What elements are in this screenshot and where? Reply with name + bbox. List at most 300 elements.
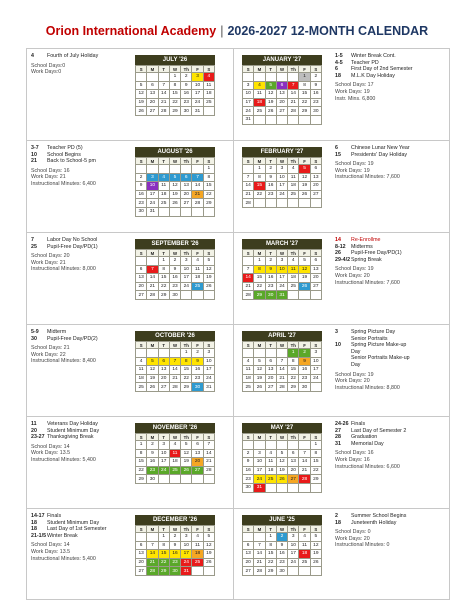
day-cell: 6 — [181, 173, 192, 182]
day-cell: 23 — [192, 374, 203, 383]
event-title: Last Day of Semester 2 — [351, 427, 407, 434]
stat-line: Work Days: 19 — [335, 167, 370, 174]
day-cell: 5 — [310, 533, 321, 542]
event-date: 30 — [31, 335, 37, 342]
day-cell: 6 — [276, 81, 287, 90]
day-cell: 2 — [136, 173, 147, 182]
event-date: 11 — [31, 421, 37, 427]
day-cell: 26 — [299, 282, 310, 291]
day-cell: 5 — [254, 357, 265, 366]
day-cell: 21 — [203, 458, 214, 467]
weekday-header: F — [299, 434, 310, 441]
weekday-header: S — [136, 434, 147, 441]
day-cell — [158, 349, 169, 358]
day-cell: 29 — [299, 107, 310, 116]
day-cell: 29 — [310, 475, 321, 484]
day-cell — [276, 73, 287, 82]
stat-line: Instructional Minutes: 0 — [335, 542, 390, 549]
event-title: Winter Break — [47, 532, 78, 539]
day-cell: 23 — [169, 558, 180, 567]
day-cell: 2 — [147, 441, 158, 450]
event-item — [31, 152, 131, 159]
event-date: 14-17 — [31, 513, 45, 519]
event-date: 18 — [335, 519, 341, 526]
day-cell: 10 — [310, 357, 321, 366]
day-cell: 31 — [192, 107, 203, 116]
event-item — [335, 250, 449, 257]
day-cell — [310, 291, 321, 300]
month-calendar — [135, 147, 215, 217]
weekday-header: F — [299, 342, 310, 349]
day-cell — [243, 441, 254, 450]
day-cell: 19 — [299, 274, 310, 283]
day-cell: 8 — [136, 449, 147, 458]
weekday-header: F — [192, 434, 203, 441]
day-cell: 26 — [254, 383, 265, 392]
event-date: 4 — [31, 53, 34, 59]
day-cell: 26 — [136, 107, 147, 116]
event-item — [31, 244, 131, 251]
day-cell: 19 — [276, 466, 287, 475]
day-cell: 13 — [288, 458, 299, 467]
day-cell: 17 — [192, 90, 203, 99]
stat-line: Work Days: 21 — [31, 259, 66, 266]
day-cell: 6 — [147, 81, 158, 90]
calendar-grid — [26, 48, 450, 600]
day-cell — [310, 383, 321, 392]
day-cell: 16 — [147, 458, 158, 467]
day-cell — [243, 257, 254, 266]
day-cell: 24 — [181, 282, 192, 291]
day-cell: 6 — [310, 165, 321, 174]
day-cell: 27 — [310, 190, 321, 199]
event-date: 7 — [31, 237, 34, 243]
stat-line: Instructional Minutes: 7,600 — [335, 279, 400, 286]
day-cell — [136, 257, 147, 266]
day-cell — [288, 115, 299, 124]
day-cell: 18 — [136, 374, 147, 383]
day-cell: 24 — [276, 282, 287, 291]
day-cell: 21 — [243, 282, 254, 291]
day-cell: 11 — [192, 541, 203, 550]
day-cell — [288, 441, 299, 450]
day-cell — [254, 115, 265, 124]
month-header: JANUARY '27 — [242, 55, 322, 65]
day-cell: 23 — [265, 282, 276, 291]
day-cell — [181, 291, 192, 300]
day-cell: 8 — [203, 173, 214, 182]
day-cell: 6 — [158, 357, 169, 366]
stat-line: Instructional Minutes: 5,400 — [31, 456, 96, 463]
weekday-header: M — [254, 434, 265, 441]
day-cell: 30 — [265, 291, 276, 300]
stat-line: School Days: 16 — [31, 167, 70, 174]
day-cell: 22 — [158, 282, 169, 291]
day-cell: 1 — [254, 165, 265, 174]
day-cell: 15 — [158, 274, 169, 283]
day-cell: 11 — [158, 182, 169, 191]
day-cell: 8 — [181, 357, 192, 366]
day-cell: 12 — [203, 265, 214, 274]
month-table — [242, 341, 322, 392]
day-cell: 24 — [147, 199, 158, 208]
weekday-header: F — [192, 66, 203, 73]
day-cell: 14 — [299, 458, 310, 467]
day-cell: 19 — [147, 374, 158, 383]
event-title: School Begins — [47, 151, 81, 158]
month-header: AUGUST '26 — [135, 147, 215, 157]
day-cell: 3 — [276, 165, 287, 174]
weekday-header: M — [147, 434, 158, 441]
event-date: 31 — [335, 440, 341, 447]
day-cell: 30 — [243, 483, 254, 492]
day-cell: 29 — [254, 291, 265, 300]
day-cell: 25 — [136, 383, 147, 392]
day-cell: 4 — [192, 533, 203, 542]
day-cell: 6 — [265, 357, 276, 366]
weekday-header: F — [192, 158, 203, 165]
left-events-panel — [31, 145, 131, 188]
event-date — [335, 355, 351, 362]
day-cell: 14 — [276, 366, 287, 375]
day-cell: 7 — [169, 357, 180, 366]
day-cell: 20 — [136, 282, 147, 291]
event-date: 29-4/2 — [335, 256, 351, 263]
day-cell — [169, 207, 180, 216]
calendar-subtitle: 2026-2027 12-MONTH CALENDAR — [227, 24, 429, 38]
day-cell: 18 — [288, 182, 299, 191]
day-cell: 15 — [299, 90, 310, 99]
day-cell: 17 — [158, 458, 169, 467]
weekday-header: Th — [181, 434, 192, 441]
day-cell: 29 — [181, 383, 192, 392]
day-cell: 3 — [181, 257, 192, 266]
stat-line: Work Days: 21 — [31, 174, 66, 181]
event-title: Fourth of July Holiday — [47, 53, 99, 59]
day-cell: 14 — [147, 550, 158, 559]
day-cell: 2 — [243, 449, 254, 458]
day-cell: 22 — [288, 374, 299, 383]
day-cell: 9 — [276, 541, 287, 550]
column-divider — [233, 141, 234, 232]
event-item — [31, 421, 131, 428]
day-cell — [254, 73, 265, 82]
weekday-header: Th — [181, 158, 192, 165]
day-cell: 16 — [265, 182, 276, 191]
day-cell: 25 — [203, 98, 214, 107]
day-cell: 6 — [192, 441, 203, 450]
event-date: 8-12 — [335, 243, 346, 250]
day-cell: 24 — [288, 558, 299, 567]
day-cell: 29 — [288, 383, 299, 392]
day-cell: 24 — [192, 98, 203, 107]
day-cell: 28 — [203, 466, 214, 475]
school-name: Orion International Academy — [45, 24, 217, 38]
day-cell — [147, 73, 158, 82]
day-cell — [276, 349, 287, 358]
day-cell: 4 — [192, 257, 203, 266]
day-cell: 27 — [181, 199, 192, 208]
stat-line: Instructional Minutes: 6,400 — [31, 180, 96, 187]
weekday-header: T — [158, 158, 169, 165]
event-date: 18 — [335, 72, 341, 79]
day-cell: 22 — [181, 374, 192, 383]
event-date: 28 — [335, 434, 341, 441]
day-cell — [288, 483, 299, 492]
day-cell: 9 — [181, 81, 192, 90]
day-cell: 12 — [299, 265, 310, 274]
day-cell: 23 — [169, 282, 180, 291]
day-cell: 1 — [203, 165, 214, 174]
day-cell: 13 — [276, 90, 287, 99]
day-cell: 5 — [136, 81, 147, 90]
month-stats — [335, 161, 449, 181]
day-cell: 27 — [192, 466, 203, 475]
day-cell — [310, 483, 321, 492]
event-item — [31, 158, 131, 165]
day-cell: 4 — [136, 357, 147, 366]
day-cell: 14 — [243, 182, 254, 191]
day-cell: 20 — [192, 458, 203, 467]
event-item — [335, 513, 449, 520]
day-cell: 20 — [158, 374, 169, 383]
month-table — [242, 157, 322, 208]
day-cell: 15 — [169, 90, 180, 99]
day-cell: 26 — [203, 558, 214, 567]
weekday-header: S — [310, 250, 321, 257]
title-separator: | — [220, 24, 224, 38]
day-cell: 25 — [299, 558, 310, 567]
day-cell: 26 — [181, 466, 192, 475]
event-item — [335, 421, 449, 428]
day-cell: 14 — [243, 274, 254, 283]
day-cell: 25 — [288, 190, 299, 199]
day-cell: 9 — [265, 173, 276, 182]
event-date: 18 — [31, 519, 37, 526]
day-cell — [192, 165, 203, 174]
day-cell: 16 — [276, 550, 287, 559]
day-cell — [265, 115, 276, 124]
day-cell: 2 — [265, 257, 276, 266]
day-cell: 3 — [147, 173, 158, 182]
day-cell: 17 — [276, 274, 287, 283]
day-cell: 4 — [288, 257, 299, 266]
weekday-header: S — [136, 342, 147, 349]
stat-line: School Days: 14 — [31, 443, 70, 450]
day-cell: 9 — [147, 449, 158, 458]
day-cell — [203, 475, 214, 484]
event-date: 4-5 — [335, 59, 343, 66]
day-cell: 9 — [169, 265, 180, 274]
day-cell: 6 — [136, 541, 147, 550]
weekday-header: S — [203, 66, 214, 73]
day-cell: 3 — [310, 349, 321, 358]
weekday-header: W — [169, 66, 180, 73]
day-cell — [203, 207, 214, 216]
day-cell: 27 — [136, 291, 147, 300]
day-cell: 26 — [276, 475, 287, 484]
day-cell: 13 — [147, 90, 158, 99]
day-cell: 18 — [192, 274, 203, 283]
day-cell: 4 — [243, 357, 254, 366]
month-calendar — [242, 515, 322, 576]
event-title: Chinese Lunar New Year — [351, 145, 410, 151]
day-cell — [147, 257, 158, 266]
day-cell: 20 — [310, 182, 321, 191]
weekday-header: W — [169, 158, 180, 165]
day-cell — [147, 533, 158, 542]
event-date: 24-26 — [335, 421, 349, 427]
event-title: Labor Day No School — [47, 237, 98, 243]
day-cell: 7 — [243, 173, 254, 182]
day-cell: 5 — [147, 357, 158, 366]
day-cell: 19 — [169, 190, 180, 199]
day-cell: 15 — [181, 366, 192, 375]
day-cell — [265, 483, 276, 492]
month-calendar — [242, 423, 322, 493]
event-title: First Day of 2nd Semester — [351, 66, 413, 73]
weekday-header: S — [203, 342, 214, 349]
day-cell — [288, 291, 299, 300]
month-stats — [31, 63, 131, 76]
month-table — [135, 249, 215, 300]
event-title: Thanksgiving Break — [47, 434, 94, 441]
weekday-header: M — [147, 66, 158, 73]
day-cell: 19 — [310, 550, 321, 559]
day-cell: 23 — [299, 374, 310, 383]
day-cell: 25 — [254, 107, 265, 116]
month-stats — [31, 253, 131, 273]
right-events-panel — [335, 145, 449, 181]
day-cell: 9 — [192, 357, 203, 366]
day-cell — [169, 349, 180, 358]
day-cell: 3 — [243, 81, 254, 90]
event-title: Presidents' Day Holiday — [351, 151, 408, 158]
day-cell: 19 — [265, 98, 276, 107]
day-cell: 8 — [254, 265, 265, 274]
day-cell: 1 — [288, 349, 299, 358]
day-cell: 18 — [288, 274, 299, 283]
day-cell — [158, 165, 169, 174]
day-cell: 24 — [181, 558, 192, 567]
day-cell: 8 — [310, 449, 321, 458]
weekday-header: Th — [288, 526, 299, 533]
month-header: APRIL '27 — [242, 331, 322, 341]
day-cell: 10 — [181, 541, 192, 550]
day-cell: 5 — [203, 533, 214, 542]
stat-line: School Days:0 — [31, 62, 66, 69]
day-cell — [136, 73, 147, 82]
day-cell — [147, 349, 158, 358]
weekday-header: S — [136, 158, 147, 165]
day-cell: 7 — [147, 265, 158, 274]
day-cell: 11 — [169, 449, 180, 458]
day-cell — [276, 199, 287, 208]
day-cell — [181, 165, 192, 174]
column-divider — [233, 233, 234, 324]
day-cell: 15 — [136, 458, 147, 467]
weekday-header: F — [299, 66, 310, 73]
weekday-header: S — [203, 434, 214, 441]
event-item — [31, 53, 131, 60]
day-cell: 20 — [288, 466, 299, 475]
event-title: Senior Portraits Make-up — [351, 355, 410, 362]
day-cell: 30 — [276, 567, 287, 576]
day-cell: 9 — [299, 357, 310, 366]
day-cell: 16 — [243, 466, 254, 475]
day-cell: 22 — [299, 98, 310, 107]
event-item — [335, 336, 449, 343]
day-cell: 22 — [158, 558, 169, 567]
day-cell: 20 — [181, 190, 192, 199]
day-cell: 23 — [265, 190, 276, 199]
day-cell: 12 — [147, 366, 158, 375]
day-cell: 22 — [203, 190, 214, 199]
month-stats — [335, 450, 449, 470]
stat-line: School Days: 0 — [335, 529, 371, 536]
left-events-panel — [31, 237, 131, 273]
day-cell: 12 — [299, 173, 310, 182]
day-cell — [192, 567, 203, 576]
day-cell — [181, 475, 192, 484]
month-stats — [31, 542, 131, 562]
day-cell: 18 — [203, 90, 214, 99]
day-cell: 9 — [169, 541, 180, 550]
day-cell: 30 — [147, 475, 158, 484]
day-cell: 10 — [192, 81, 203, 90]
event-date: 6 — [335, 66, 338, 73]
day-cell: 29 — [203, 199, 214, 208]
day-cell — [254, 199, 265, 208]
day-cell — [136, 349, 147, 358]
day-cell: 27 — [288, 475, 299, 484]
day-cell: 3 — [181, 533, 192, 542]
day-cell: 16 — [310, 90, 321, 99]
weekday-header: M — [254, 526, 265, 533]
event-title: Spring Picture Day — [351, 329, 396, 335]
day-cell — [265, 73, 276, 82]
day-cell: 11 — [254, 90, 265, 99]
event-item — [31, 434, 131, 441]
weekday-header: S — [310, 434, 321, 441]
day-cell: 1 — [158, 257, 169, 266]
weekday-header: S — [203, 158, 214, 165]
day-cell — [299, 567, 310, 576]
day-cell — [158, 73, 169, 82]
stat-line: School Days: 19 — [335, 266, 374, 273]
day-cell: 31 — [147, 207, 158, 216]
weekday-header: M — [254, 158, 265, 165]
day-cell: 5 — [299, 165, 310, 174]
day-cell: 15 — [288, 366, 299, 375]
day-cell: 1 — [158, 533, 169, 542]
month-table — [135, 525, 215, 576]
day-cell — [288, 73, 299, 82]
day-cell: 17 — [203, 366, 214, 375]
day-cell: 12 — [136, 90, 147, 99]
day-cell: 25 — [158, 199, 169, 208]
day-cell: 7 — [147, 541, 158, 550]
day-cell: 30 — [169, 291, 180, 300]
day-cell — [265, 441, 276, 450]
event-item — [335, 53, 449, 60]
event-date: 3-7 — [31, 145, 39, 151]
day-cell: 16 — [169, 550, 180, 559]
weekday-header: F — [299, 526, 310, 533]
day-cell: 29 — [265, 567, 276, 576]
day-cell: 15 — [254, 182, 265, 191]
day-cell: 4 — [299, 533, 310, 542]
